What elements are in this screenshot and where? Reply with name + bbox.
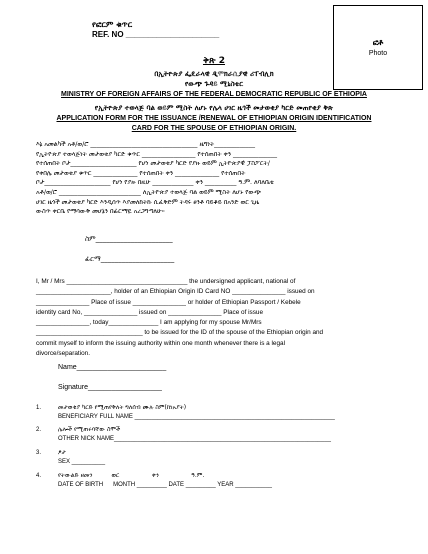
item-3-number: 3. bbox=[36, 450, 42, 456]
item-1-number: 1. bbox=[36, 405, 42, 411]
ministry-amharic-title: የውጭ ጉዳይ ሚኒስቴር bbox=[184, 80, 244, 88]
amharic-declaration-line: ሀገር ዜጎች መታወቂያ ካርድ እንዲሰጥ እያመለከትኩ ሲፈቅድም ትዳሩ ፀንቶ ባይቆይ በአንድ ወር ጊዜ bbox=[36, 198, 260, 206]
application-english-title-line-2: CARD FOR THE SPOUSE OF ETHIOPIAN ORIGIN. bbox=[131, 125, 297, 132]
english-declaration-line[interactable]: _____________________, holder of an Ethiopian Origin ID Card NO _______________ issued on bbox=[36, 288, 315, 296]
ministry-english-title: MINISTRY OF FOREIGN AFFAIRS OF THE FEDERAL DEMOCRATIC REPUBLIC OF ETHIOPIA bbox=[61, 91, 367, 98]
photo-label: Photo bbox=[368, 50, 388, 57]
photo-amharic-label: ፎቶ bbox=[372, 38, 384, 47]
english-declaration-line[interactable]: ______________________________ to be issued for the ID of the spouse of the Ethiopian origin and bbox=[36, 329, 324, 337]
english-declaration-line[interactable]: I, Mr / Mrs __________________________________ the undersigned applicant, national of bbox=[36, 278, 296, 285]
beneficiary-full-name-field[interactable]: BENEFICIARY FULL NAME ____________________________________________________________ bbox=[58, 414, 335, 420]
item-2-amharic-label: ሌሎች የሚጠሩባቸው ስሞች bbox=[58, 426, 121, 433]
english-declaration-line[interactable]: _______________, today______________ I am applying for my spouse Mr/Mrs bbox=[36, 319, 262, 327]
item-4-amharic-label: የትውልድ ዘመን ወር ቀን ዓ.ም. bbox=[58, 472, 205, 479]
item-1-amharic-label: መታወቂያ ካርድ የሚጠየቅለት ግለሰብ ሙሉ ስም(ከነአያት) bbox=[58, 404, 187, 411]
amharic-declaration bbox=[36, 140, 396, 217]
date-of-birth-field[interactable]: DATE OF BIRTH MONTH _________ DATE _________ YEAR ___________ bbox=[58, 482, 273, 488]
item-4-number: 4. bbox=[36, 473, 42, 479]
ref-amharic-label: የፎርም ቁጥር bbox=[92, 20, 133, 29]
english-declaration bbox=[36, 277, 396, 359]
ref-number-field[interactable]: REF. NO _____________________ bbox=[92, 30, 220, 39]
application-english-title-line-1: APPLICATION FORM FOR THE ISSUANCE /RENEWAL OF ETHIOPIAN ORIGIN IDENTIFICATION bbox=[56, 115, 372, 122]
amharic-signature-field[interactable]: ፊርማ_____________________ bbox=[85, 255, 175, 263]
amharic-declaration-line[interactable]: ቦታ_____________________ የሆነ የያዙ በዚሁ _____________ ቀን __________ ዓ.ም. ለባለቤቴ bbox=[36, 179, 274, 187]
english-name-field[interactable]: Name_______________________ bbox=[58, 364, 167, 371]
amharic-declaration-line[interactable]: እኔ አመልካች አቶ/ወ/ሮ __________________________________ ዜግነት_____________ bbox=[36, 141, 256, 148]
other-nick-name-field[interactable]: OTHER NICK NAME_________________________________________________________________ bbox=[58, 436, 331, 442]
amharic-name-field[interactable]: ስም______________________ bbox=[85, 235, 173, 243]
government-amharic-title: በኢትዮጵያ ፌዴራላዊ ዲሞክራሲያዊ ሪፐብሊክ bbox=[154, 70, 274, 78]
english-signature-field[interactable]: Signature___________________ bbox=[58, 384, 162, 391]
english-declaration-line: divorce/separation. bbox=[36, 350, 90, 358]
sex-field[interactable]: SEX __________ bbox=[58, 459, 106, 465]
item-3-amharic-label: ፆታ bbox=[58, 449, 67, 456]
english-declaration-line[interactable]: _______________ Place of issue _______________ or holder of Ethiopian Passport / Kebele bbox=[36, 298, 301, 306]
english-declaration-line: commit myself to inform the issuing authority within one month whenever there is a legal bbox=[36, 339, 285, 347]
amharic-declaration-line[interactable]: የቀበሌ መታወቂያ ቁጥር ______________ የተሰጠበት ቀን ______________ የተሰጠበት bbox=[36, 169, 246, 177]
english-declaration-line[interactable]: identity card No, _______________ issued on _______________ Place of issue bbox=[36, 308, 264, 316]
item-2-number: 2. bbox=[36, 427, 42, 433]
amharic-declaration-line[interactable]: የተሰጠበት ቦታ_____________________ የሆነ መታወቂያ ካርድ የያዙ ወይም ኢትዮጵያዊ ፓስፖርት/ bbox=[36, 160, 270, 168]
form-number-title: ቅጽ 2 bbox=[202, 56, 226, 66]
amharic-declaration-line: ውስጥ ቀርቤ የማሳውቅ መሆኔን በፊርማዬ አረጋግጣለሁ። bbox=[36, 208, 165, 216]
amharic-declaration-line[interactable]: አቶ/ወ/ሮ __________________________ ለኢትዮጵያ ተወላጅ ባል ወይም ሚስት ለሆኑ የውጭ bbox=[36, 188, 261, 196]
application-amharic-title: የኢትዮጵያ ተወላጅ ባል ወይም ሚስት ለሆኑ የሌላ ሀገር ዜጎች መታወቂያ ካርድ መጠየቂያ ቅጽ bbox=[94, 104, 334, 112]
amharic-declaration-line[interactable]: የኢትዮጵያ ተወላጅነት መታወቂያ ካርድ ቁጥር _________________ የተሰጠበት ቀን ______________ bbox=[36, 150, 278, 158]
